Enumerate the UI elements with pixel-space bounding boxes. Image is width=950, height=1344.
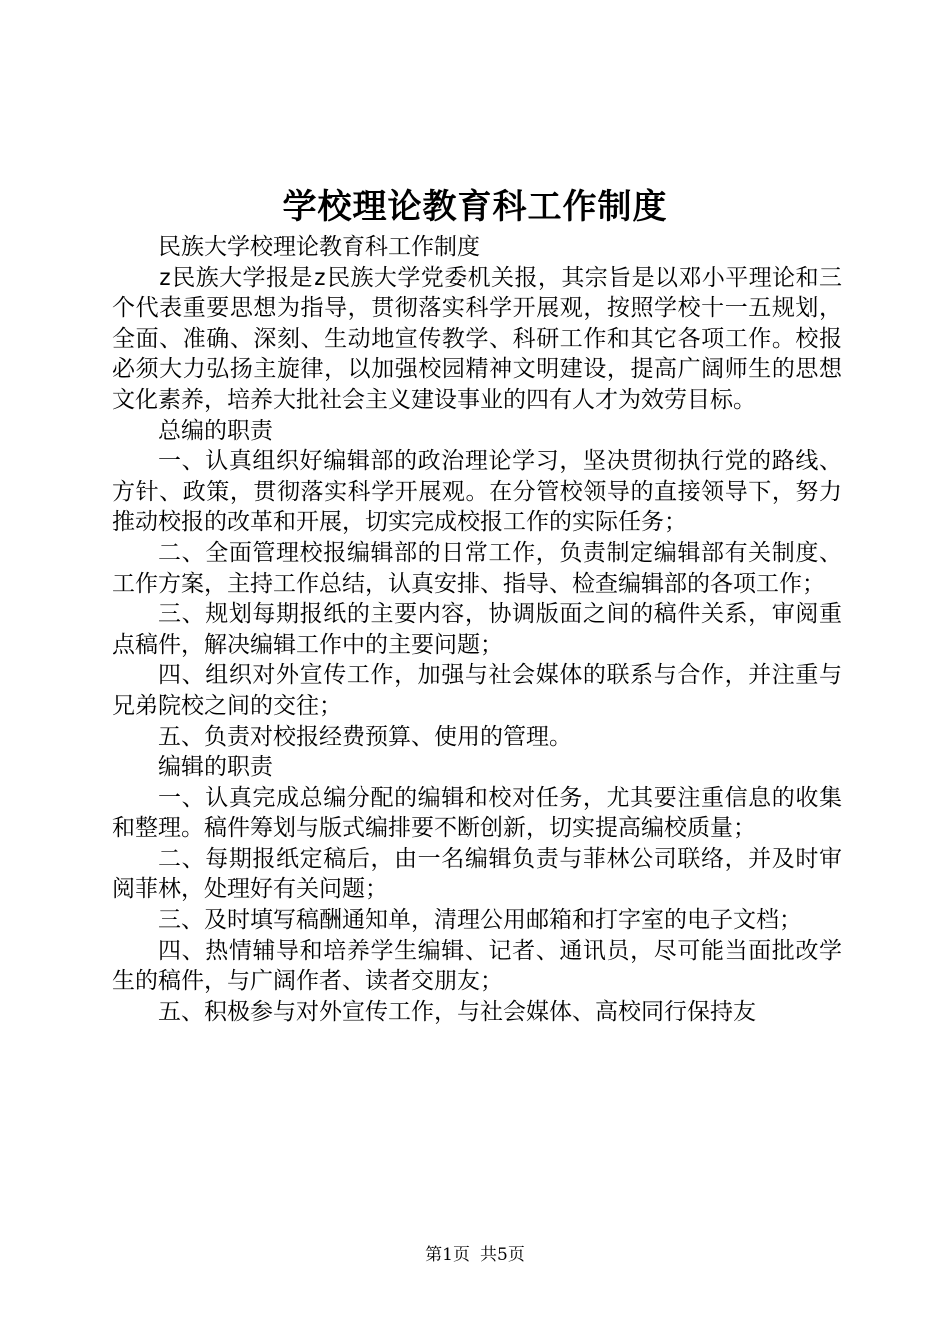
paragraph: 四、热情辅导和培养学生编辑、记者、通讯员，尽可能当面批改学生的稿件，与广阔作者、读者交朋友； [112, 937, 842, 995]
section-heading: 总编的职责 [158, 417, 273, 444]
paragraph: 民族大学校理论教育科工作制度 [158, 234, 480, 260]
paragraph: 一、认真完成总编分配的编辑和校对任务，尤其要注重信息的收集和整理。稿件筹划与版式编排要不断创新，切实提高编校质量； [112, 784, 842, 842]
document-body [112, 232, 842, 1027]
page-total: 共5页 [480, 1245, 525, 1265]
paragraph: 三、及时填写稿酬通知单，清理公用邮箱和打字室的电子文档； [158, 907, 802, 934]
paragraph: 一、认真组织好编辑部的政治理论学习，坚决贯彻执行党的路线、方针、政策，贯彻落实科学开展观。在分管校领导的直接领导下，努力推动校报的改革和开展，切实完成校报工作的实际任务； [112, 448, 842, 536]
paragraph: 二、全面管理校报编辑部的日常工作，负责制定编辑部有关制度、工作方案，主持工作总结，认真安排、指导、检查编辑部的各项工作； [112, 539, 842, 597]
paragraph: 五、积极参与对外宣传工作，与社会媒体、高校同行保持友 [158, 998, 756, 1025]
paragraph: 四、组织对外宣传工作，加强与社会媒体的联系与合作，并注重与兄弟院校之间的交往； [112, 662, 842, 719]
document-title: 学校理论教育科工作制度 [282, 187, 668, 227]
page-number: 第1页 [425, 1245, 470, 1265]
paragraph: z民族大学报是z民族大学党委机关报，其宗旨是以邓小平理论和三个代表重要思想为指导，贯彻落实科学开展观，按照学校十一五规划，全面、准确、深刻、生动地宣传教学、科研工作和其它各项工作。校报必须大力弘扬主旋律，以加强校园精神文明建设，提高广阔师生的思想文化素养，培养大批社会主义建设事业的四有人才为效劳目标。 [112, 264, 842, 413]
section-heading: 编辑的职责 [158, 754, 273, 781]
page-footer [0, 1243, 950, 1267]
paragraph: 二、每期报纸定稿后，由一名编辑负责与菲林公司联络，并及时审阅菲林，处理好有关问题； [112, 845, 842, 903]
paragraph: 三、规划每期报纸的主要内容，协调版面之间的稿件关系，审阅重点稿件，解决编辑工作中的主要问题； [112, 601, 842, 658]
paragraph: 五、负责对校报经费预算、使用的管理。 [158, 723, 572, 750]
